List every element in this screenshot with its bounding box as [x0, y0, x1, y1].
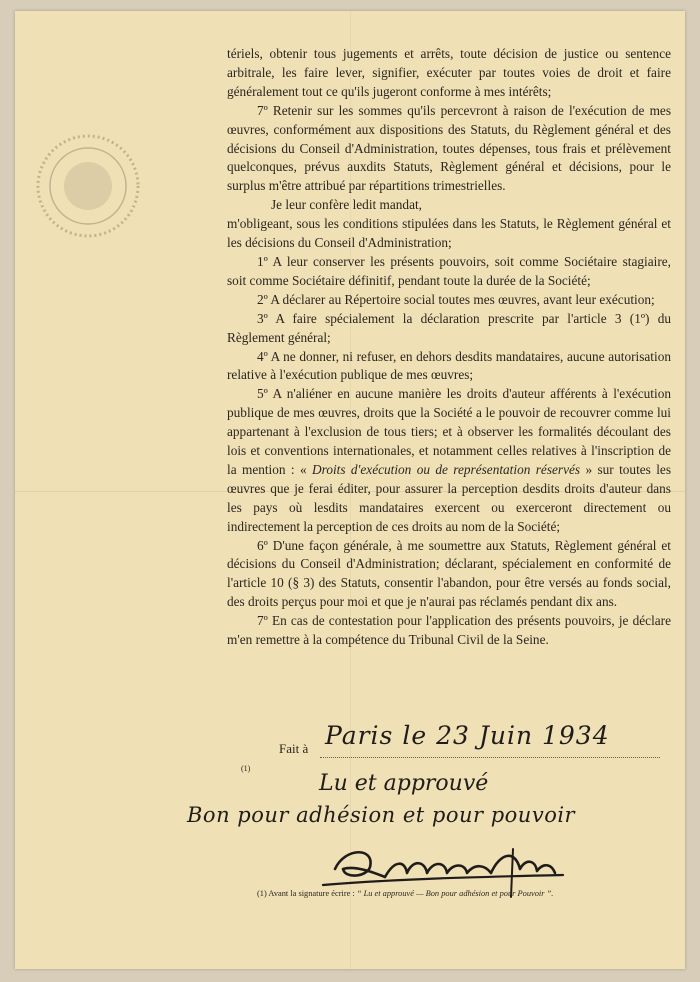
fait-a-label: Fait à: [279, 741, 309, 756]
mandate-body-text: [227, 45, 671, 650]
paragraph-text: tériels, obtenir tous jugements et arrêts, toute décision de justice ou sentence arbitrale, les faire lever, signifier, exécuter par toutes voies de droit et faire généralement tout ce qu'ils jugeront conforme à mes intérêts;: [227, 46, 671, 99]
footnote-prefix: (1) Avant la signature écrire :: [257, 889, 357, 898]
paragraph-text: m'obligeant, sous les conditions stipulées dans les Statuts, le Règlement général et les décisions du Conseil d'Administration;: [227, 216, 671, 251]
body-paragraph: [227, 310, 671, 348]
body-paragraph: [227, 291, 671, 310]
paragraph-text: 1º A leur conserver les présents pouvoirs, soit comme Sociétaire stagiaire, soit comme Sociétaire définitif, pendant toute la durée de la Société;: [227, 253, 671, 288]
footnote-marker: (1): [241, 764, 251, 773]
body-paragraph: [227, 196, 671, 215]
paragraph-text: 5º A n'aliéner en aucune manière les droits d'auteur afférents à l'exécution publique de mes œuvres, droits que la Société a le pouvoir de recouvrer comme lui appartenant à l'exclusion de tous tiers; et à observer les formalités découlant des lois et conventions internationales, et notamment celles relatives à l'inscription de la mention : «: [227, 386, 671, 477]
paragraph-text: 6º D'une façon générale, à me soumettre aux Statuts, Règlement général et décisions du Conseil d'Administration; déclarant, spécialement en conformité de l'article 10 (§ 3) des Statuts, consentir l'abandon, pour être versés au fonds social, des droits perçus pour moi et que je n'aurai pas réclamés pendant dix ans.: [227, 537, 671, 610]
paragraph-text: 2º A déclarer au Répertoire social toutes mes œuvres, avant leur exécution;: [257, 291, 655, 307]
handwritten-place-date: Paris le 23 Juin 1934: [325, 721, 610, 750]
fait-a-dotted-line: [320, 757, 660, 758]
document-page: [15, 11, 685, 969]
paragraph-text: 3º A faire spécialement la déclaration prescrite par l'article 3 (1º) du Règlement général;: [227, 310, 671, 345]
paragraph-text: 7º En cas de contestation pour l'application des présents pouvoirs, je déclare m'en remettre à la compétence du Tribunal Civil de la Seine.: [227, 613, 671, 648]
body-paragraph: [227, 253, 671, 291]
body-paragraph: [227, 385, 671, 536]
footnote: [257, 889, 553, 898]
body-paragraph: [227, 102, 671, 197]
signature-block: [15, 711, 685, 961]
handwritten-lu-et-approuve: Lu et approuvé: [319, 771, 489, 796]
body-paragraph: [227, 348, 671, 386]
body-paragraph: [227, 612, 671, 650]
footnote-quote: “ Lu et approuvé — Bon pour adhésion et pour Pouvoir ”.: [356, 889, 554, 898]
handwritten-bon-pour-adhesion: Bon pour adhésion et pour pouvoir: [187, 803, 576, 827]
mention-text: Droits d'exécution ou de représentation réservés: [312, 461, 581, 477]
paragraph-text: 4º A ne donner, ni refuser, en dehors desdits mandataires, aucune autorisation relative à l'exécution publique de mes œuvres;: [227, 348, 671, 383]
body-paragraph: [227, 45, 671, 102]
faded-stamp-icon: [33, 131, 143, 241]
paragraph-text: Je leur confère ledit mandat,: [271, 197, 422, 213]
body-paragraph: [227, 537, 671, 613]
paragraph-text: » sur toutes les œuvres que je ferai éditer, pour assurer la perception desdits droits d'auteur dans les pays où lesdits mandataires exercent ou exerceront directement ou indirectement la perception de ces droits au nom de la Société;: [227, 461, 671, 534]
body-paragraph: [227, 215, 671, 253]
paragraph-text: 7º Retenir sur les sommes qu'ils percevront à raison de l'exécution de mes œuvres, conformément aux dispositions des Statuts, du Règlement général et des décisions du Conseil d'Administration, toutes dépenses, tous frais et prélèvement quelconques, prévus auxdits Statuts, Règlement général et décisions, pour le surplus m'être attribué par répartitions trimestrielles.: [227, 102, 671, 194]
